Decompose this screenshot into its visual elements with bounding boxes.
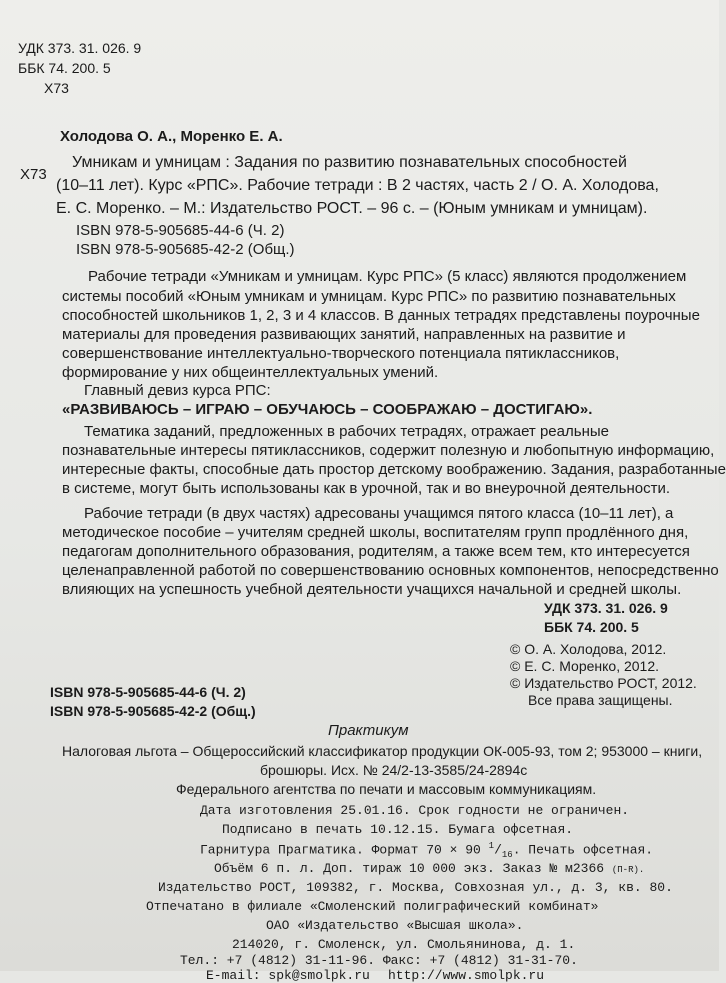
catalog-line: (10–11 лет). Курс «РПС». Рабочие тетради : В 2 частях, часть 2 / О. А. Холодова, bbox=[56, 177, 659, 194]
annotation-line: интересные факты, способные дать простор детскому воображению. Задания, разработанные bbox=[62, 461, 726, 478]
copyright-line: Все права защищены. bbox=[528, 692, 673, 708]
annotation-line: целенаправленной работой по совершенствованию основных компонентов, непосредственно bbox=[62, 562, 719, 579]
annotation-line: влияющих на успешность учебной деятельности учащихся начальной и средней школы. bbox=[62, 581, 682, 598]
annotation-line: педагогам дополнительного образования, родителям, а также всем тем, кто интересуется bbox=[62, 543, 690, 560]
isbn-bottom: ISBN 978-5-905685-44-6 (Ч. 2) bbox=[50, 684, 246, 700]
signed-date: Подписано в печать 10.12.15. Бумага офсетная. bbox=[222, 822, 574, 837]
annotation-line: Рабочие тетради (в двух частях) адресованы учащимся пятого класса (10–11 лет), а bbox=[84, 505, 674, 522]
annotation-line: Рабочие тетради «Умникам и умницам. Курс РПС» (5 класс) являются продолжением bbox=[88, 268, 687, 285]
catalog-line: Умникам и умницам : Задания по развитию познавательных способностей bbox=[72, 154, 627, 171]
tax-line: Налоговая льгота – Общероссийский классификатор продукции ОК-005-93, том 2; 953000 – книги, bbox=[62, 743, 703, 759]
phones-line: Тел.: +7 (4812) 31-11-96. Факс: +7 (4812) 31-31-70. bbox=[180, 953, 578, 968]
format-frac-den: 16 bbox=[501, 849, 513, 860]
volume-pre: Объём 6 п. л. Доп. тираж 10 000 экз. Заказ № м2366 bbox=[214, 861, 612, 876]
annotation-line: методическое пособие – учителям средней школы, воспитателям групп продлённого дня, bbox=[62, 524, 689, 541]
email-line[interactable]: E-mail: spk@smolpk.ru bbox=[206, 968, 370, 983]
annotation-line: формирование у них общеинтеллектуальных умений. bbox=[62, 364, 439, 381]
made-date: Дата изготовления 25.01.16. Срок годности не ограничен. bbox=[200, 803, 630, 818]
annotation-line: материалы для проведения развивающих занятий, направленных на развитие и bbox=[62, 326, 626, 343]
udk-bottom: УДК 373. 31. 026. 9 bbox=[544, 600, 668, 616]
tax-line: Федерального агентства по печати и массовым коммуникациям. bbox=[176, 781, 597, 797]
tax-line: брошюры. Исх. № 24/2-13-3585/24-2894с bbox=[260, 762, 528, 778]
motto: «РАЗВИВАЮСЬ – ИГРАЮ – ОБУЧАЮСЬ – СООБРАЖАЮ – ДОСТИГАЮ». bbox=[62, 401, 593, 418]
printed-at: Отпечатано в филиале «Смоленский полиграфический комбинат» bbox=[146, 899, 599, 914]
catalog-isbn: ISBN 978-5-905685-44-6 (Ч. 2) bbox=[76, 222, 285, 239]
bbk-top: ББК 74. 200. 5 bbox=[18, 60, 111, 76]
annotation-line: системы пособий «Юным умникам и умницам. Курс РПС» по развитию познавательных bbox=[62, 288, 676, 305]
format-frac-num: 1 bbox=[488, 841, 495, 851]
annotation-line: совершенствование интеллектуально-творческого потенциала пятиклассников, bbox=[62, 345, 620, 362]
isbn-bottom: ISBN 978-5-905685-42-2 (Общ.) bbox=[50, 703, 256, 719]
catalog-authors: Холодова О. А., Моренко Е. А. bbox=[60, 128, 283, 145]
website-link[interactable]: http://www.smolpk.ru bbox=[388, 968, 545, 983]
udk-top: УДК 373. 31. 026. 9 bbox=[18, 40, 142, 56]
volume-code: (П-R). bbox=[611, 865, 645, 875]
catalog-line: Е. С. Моренко. – М.: Издательство РОСТ. – 96 с. – (Юным умникам и умницам). bbox=[56, 200, 648, 217]
author-mark-top: Х73 bbox=[44, 80, 69, 96]
annotation-line: способностей школьников 1, 2, 3 и 4 классов. В данных тетрадях представлены поурочные bbox=[62, 307, 700, 324]
address-line: 214020, г. Смоленск, ул. Смольянинова, д. 1. bbox=[232, 937, 576, 952]
motto-label: Главный девиз курса РПС: bbox=[84, 382, 271, 399]
format-line: Гарнитура Прагматика. Формат 70 × 90 $^1/_{16}$. Печать офсетная. bbox=[200, 841, 654, 860]
annotation-line: Тематика заданий, предложенных в рабочих тетрадях, отражает реальные bbox=[84, 423, 609, 440]
copyright-line: © Издательство РОСТ, 2012. bbox=[510, 675, 697, 691]
oao-line: ОАО «Издательство «Высшая школа». bbox=[266, 918, 524, 933]
copyright-line: © Е. С. Моренко, 2012. bbox=[510, 658, 660, 674]
catalog-isbn: ISBN 978-5-905685-42-2 (Общ.) bbox=[76, 241, 295, 258]
publisher-address: Издательство РОСТ, 109382, г. Москва, Совхозная ул., д. 3, кв. 80. bbox=[158, 880, 673, 895]
annotation-line: в системе, могут быть использованы как в урочной, так и во внеурочной деятельности. bbox=[62, 480, 670, 497]
volume-line bbox=[214, 861, 644, 876]
copyright-line: © О. А. Холодова, 2012. bbox=[510, 641, 667, 657]
bbk-bottom: ББК 74. 200. 5 bbox=[544, 619, 639, 635]
annotation-line: познавательные интересы пятиклассников, содержит полезную и любопытную информацию, bbox=[62, 442, 715, 459]
catalog-mark: Х73 bbox=[20, 166, 47, 183]
format-pre: Гарнитура Прагматика. Формат 70 × 90 bbox=[200, 842, 489, 858]
format-post: . Печать офсетная. bbox=[512, 842, 654, 858]
series-title: Практикум bbox=[328, 722, 409, 739]
